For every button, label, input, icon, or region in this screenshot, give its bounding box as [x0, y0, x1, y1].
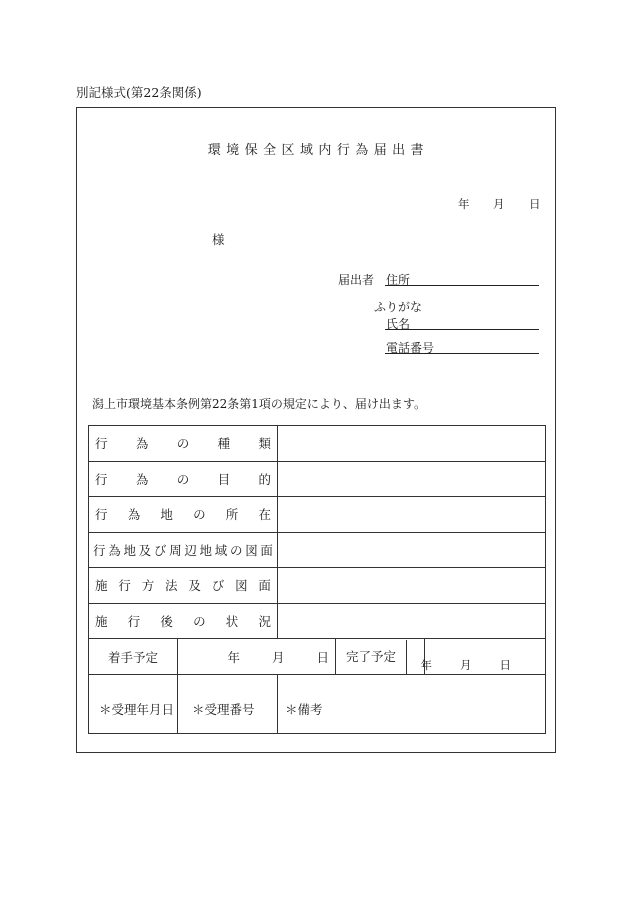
entry-cell[interactable] — [278, 568, 546, 604]
row-label-act-type — [89, 426, 278, 462]
row-label-char: 施 — [95, 578, 108, 594]
row-label-char: 行 — [127, 613, 141, 629]
row-label-char: 周 — [169, 542, 182, 558]
office-use-row — [89, 675, 546, 734]
table-row — [89, 603, 546, 639]
remarks-label: ＊備考 — [285, 701, 323, 717]
receipt-no-cell[interactable] — [178, 675, 278, 734]
row-label-char: 及 — [138, 542, 152, 558]
entry-cell[interactable] — [278, 532, 546, 568]
date-month: 月 — [493, 197, 505, 211]
row-label-char: 行 — [93, 542, 106, 558]
row-label-char: の — [193, 507, 206, 523]
name-label: 氏名 — [386, 317, 411, 331]
phone-label: 電話番号 — [386, 341, 435, 355]
table-row — [89, 426, 546, 462]
received-date-cell[interactable] — [89, 675, 178, 734]
row-label-char: の — [176, 436, 190, 452]
row-label-char: 状 — [225, 613, 239, 629]
row-label-method — [89, 568, 278, 604]
row-label-char: 面 — [260, 542, 273, 558]
row-label-char: 法 — [165, 578, 178, 594]
row-label-char: 後 — [160, 613, 173, 629]
start-day: 日 — [316, 649, 330, 665]
address-label: 住所 — [386, 273, 411, 287]
row-label-char: の — [193, 613, 206, 629]
entry-cell[interactable] — [278, 603, 546, 639]
row-label-char: 地 — [123, 542, 136, 558]
row-label-char: 地 — [160, 507, 173, 523]
row-label-char: 行 — [118, 578, 131, 594]
entry-cell[interactable] — [278, 461, 546, 497]
row-label-area-map — [89, 532, 278, 568]
row-label-char: 域 — [214, 542, 228, 558]
entry-cell[interactable] — [278, 426, 546, 462]
applicant-label: 届出者 — [338, 273, 375, 287]
furigana-label: ふりがな — [374, 300, 423, 314]
row-label-char: 図 — [245, 542, 258, 558]
notification-table — [88, 425, 546, 734]
row-label-act-purpose — [89, 461, 278, 497]
row-label-char: 為 — [135, 436, 149, 452]
date-day: 日 — [529, 197, 541, 211]
row-label-char: 在 — [258, 507, 271, 523]
row-label-char: 況 — [258, 613, 271, 629]
remarks-cell[interactable] — [278, 675, 546, 734]
row-label-char: 為 — [108, 542, 121, 558]
row-label-char: 方 — [141, 578, 155, 594]
row-label-char: 為 — [135, 471, 149, 487]
start-month: 月 — [271, 649, 285, 665]
row-label-char: 及 — [188, 578, 201, 594]
start-date-cell[interactable] — [178, 639, 336, 675]
row-label-char: 辺 — [184, 542, 197, 558]
row-label-char: 種 — [217, 436, 231, 452]
phone-line[interactable] — [385, 353, 539, 354]
row-label-char: 的 — [258, 471, 272, 487]
row-label-char: 行 — [95, 507, 108, 523]
end-label-cell — [336, 639, 425, 675]
table-row — [89, 461, 546, 497]
name-line[interactable] — [385, 329, 539, 330]
row-label-char: の — [229, 542, 243, 558]
row-label-post-state — [89, 603, 278, 639]
row-label-char: 目 — [217, 471, 231, 487]
receipt-no-label: ＊受理番号 — [192, 701, 255, 717]
row-label-char: 行 — [95, 436, 108, 452]
table-row — [89, 532, 546, 568]
row-label-char: 為 — [127, 507, 141, 523]
start-year: 年 — [227, 649, 240, 665]
addressee-honorific: 様 — [212, 232, 225, 247]
row-label-char: 図 — [235, 578, 248, 594]
table-row — [89, 497, 546, 533]
form-caption: 別記様式(第22条関係) — [76, 85, 202, 100]
end-date-cell[interactable] — [420, 639, 546, 675]
schedule-row — [89, 639, 546, 675]
row-label-char: び — [153, 542, 167, 558]
entry-cell[interactable] — [278, 497, 546, 533]
row-label-char: 施 — [95, 613, 108, 629]
row-label-char: 行 — [95, 471, 108, 487]
row-label-char: 類 — [258, 436, 272, 452]
intro-statement: 潟上市環境基本条例第22条第1項の規定により、届け出ます。 — [92, 397, 426, 411]
end-day: 日 — [499, 657, 512, 672]
row-label-act-location — [89, 497, 278, 533]
row-label-char: 所 — [225, 507, 239, 523]
end-year: 年 — [420, 657, 433, 672]
row-label-char: 地 — [199, 542, 213, 558]
date-year: 年 — [458, 197, 470, 211]
row-label-char: び — [211, 578, 225, 594]
received-date-label: ＊受理年月日 — [99, 701, 175, 717]
start-label: 着手予定 — [89, 639, 178, 675]
row-label-char: 面 — [258, 578, 271, 594]
address-line[interactable] — [385, 285, 539, 286]
form-title: 環 境 保 全 区 域 内 行 為 届 出 書 — [207, 143, 425, 158]
end-month: 月 — [460, 657, 472, 672]
table-row — [89, 568, 546, 604]
end-label: 完了予定 — [336, 640, 407, 674]
row-label-char: の — [176, 471, 190, 487]
